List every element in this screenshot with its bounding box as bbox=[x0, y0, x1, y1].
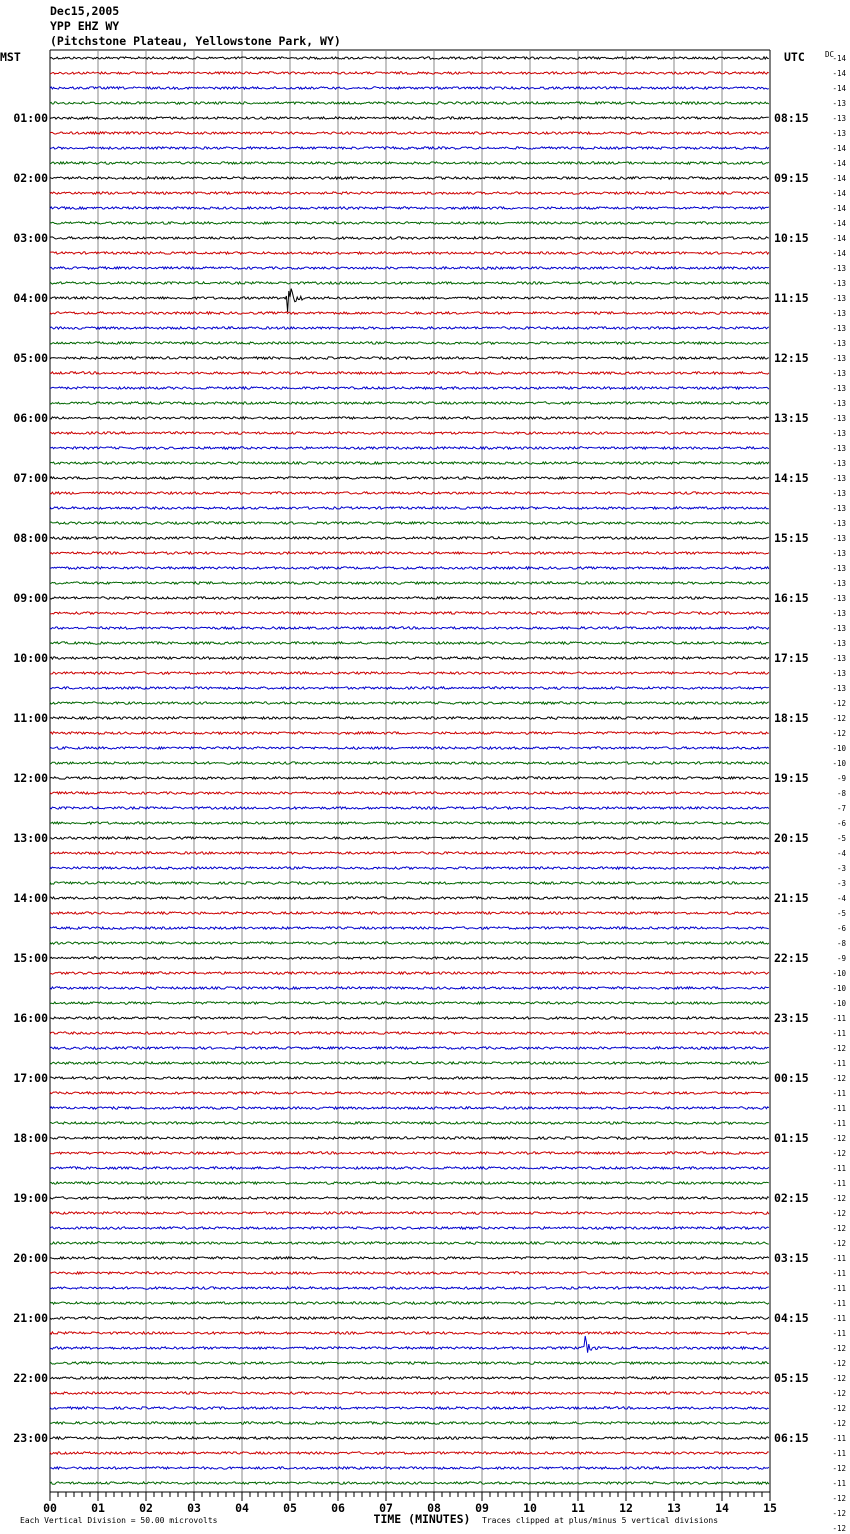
seismic-trace bbox=[50, 867, 769, 869]
seismic-trace bbox=[50, 1336, 769, 1353]
seismic-trace bbox=[50, 702, 769, 704]
right-hour-label: 16:15 bbox=[774, 591, 809, 605]
dc-offset-value: -12 bbox=[832, 1149, 846, 1158]
seismic-trace bbox=[50, 102, 769, 104]
seismic-trace bbox=[50, 72, 769, 74]
seismic-trace bbox=[50, 687, 769, 689]
seismic-trace bbox=[50, 1482, 769, 1484]
x-tick-label: 07 bbox=[379, 1501, 393, 1515]
dc-offset-value: -11 bbox=[832, 1164, 846, 1173]
seismic-trace bbox=[50, 777, 769, 779]
dc-offset-value: -14 bbox=[832, 84, 846, 93]
dc-offset-value: -6 bbox=[836, 819, 846, 828]
x-tick-label: 13 bbox=[667, 1501, 681, 1515]
dc-offset-value: -12 bbox=[832, 1419, 846, 1428]
dc-offset-value: -13 bbox=[832, 294, 846, 303]
dc-offset-value: -12 bbox=[832, 1134, 846, 1143]
seismic-trace bbox=[50, 567, 769, 569]
dc-offset-value: -13 bbox=[832, 114, 846, 123]
seismic-trace bbox=[50, 972, 769, 974]
dc-offset-value: -11 bbox=[832, 1119, 846, 1128]
right-hour-label: 10:15 bbox=[774, 231, 809, 245]
left-hour-label: 11:00 bbox=[13, 711, 48, 725]
dc-offset-value: -13 bbox=[832, 564, 846, 573]
seismic-trace bbox=[50, 282, 769, 284]
dc-offset-value: -13 bbox=[832, 669, 846, 678]
dc-offset-value: -11 bbox=[832, 1254, 846, 1263]
clipping-note: Traces clipped at plus/minus 5 vertical divisions bbox=[482, 1516, 719, 1525]
seismic-trace bbox=[50, 1452, 769, 1454]
seismic-trace bbox=[50, 312, 769, 314]
seismic-trace bbox=[50, 492, 769, 494]
left-hour-label: 02:00 bbox=[13, 171, 48, 185]
seismic-trace bbox=[50, 432, 769, 434]
x-tick-label: 09 bbox=[475, 1501, 489, 1515]
left-hour-label: 09:00 bbox=[13, 591, 48, 605]
dc-offset-value: -14 bbox=[832, 219, 846, 228]
seismic-trace bbox=[50, 162, 769, 164]
seismic-trace bbox=[50, 477, 769, 479]
seismic-trace bbox=[50, 597, 769, 599]
dc-offset-value: -11 bbox=[832, 1284, 846, 1293]
dc-offset-value: -13 bbox=[832, 279, 846, 288]
dc-offset-value: -13 bbox=[832, 579, 846, 588]
dc-offset-value: -14 bbox=[832, 174, 846, 183]
dc-offset-value: -13 bbox=[832, 429, 846, 438]
dc-offset-value: -13 bbox=[832, 534, 846, 543]
right-hour-label: 23:15 bbox=[774, 1011, 809, 1025]
dc-offset-value: -7 bbox=[836, 804, 846, 813]
seismic-trace bbox=[50, 612, 769, 614]
seismic-trace bbox=[50, 1227, 769, 1229]
seismic-trace bbox=[50, 792, 769, 794]
seismic-trace bbox=[50, 402, 769, 404]
seismic-trace bbox=[50, 267, 769, 269]
left-hour-label: 19:00 bbox=[13, 1191, 48, 1205]
seismic-trace bbox=[50, 822, 769, 824]
dc-offset-value: -13 bbox=[832, 519, 846, 528]
seismic-trace bbox=[50, 1047, 769, 1049]
dc-offset-value: -14 bbox=[832, 249, 846, 258]
left-hour-label: 04:00 bbox=[13, 291, 48, 305]
left-hour-label: 07:00 bbox=[13, 471, 48, 485]
label-group bbox=[0, 50, 846, 1534]
seismic-trace bbox=[50, 1107, 769, 1109]
seismic-trace bbox=[50, 657, 769, 659]
x-tick-label: 14 bbox=[715, 1501, 729, 1515]
right-hour-label: 00:15 bbox=[774, 1071, 809, 1085]
dc-offset-value: -13 bbox=[832, 474, 846, 483]
dc-offset-value: -14 bbox=[832, 54, 846, 63]
dc-offset-value: -13 bbox=[832, 489, 846, 498]
seismic-trace bbox=[50, 252, 769, 254]
right-hour-label: 22:15 bbox=[774, 951, 809, 965]
x-tick-label: 10 bbox=[523, 1501, 537, 1515]
dc-offset-value: -11 bbox=[832, 1059, 846, 1068]
seismic-trace bbox=[50, 417, 769, 419]
dc-offset-value: -10 bbox=[832, 759, 846, 768]
dc-offset-value: -12 bbox=[832, 1374, 846, 1383]
x-tick-label: 08 bbox=[427, 1501, 441, 1515]
dc-offset-value: -13 bbox=[832, 129, 846, 138]
seismic-trace bbox=[50, 1092, 769, 1094]
right-hour-label: 09:15 bbox=[774, 171, 809, 185]
seismic-trace bbox=[50, 912, 769, 914]
seismic-trace bbox=[50, 837, 769, 839]
seismic-trace bbox=[50, 642, 769, 644]
seismic-trace bbox=[50, 507, 769, 509]
dc-offset-value: -13 bbox=[832, 459, 846, 468]
dc-offset-value: -8 bbox=[836, 939, 846, 948]
dc-offset-value: -13 bbox=[832, 399, 846, 408]
right-hour-label: 03:15 bbox=[774, 1251, 809, 1265]
x-tick-label: 01 bbox=[91, 1501, 105, 1515]
dc-offset-value: -14 bbox=[832, 69, 846, 78]
dc-offset-value: -5 bbox=[836, 834, 846, 843]
right-hour-label: 17:15 bbox=[774, 651, 809, 665]
seismic-trace bbox=[50, 807, 769, 809]
dc-offset-value: -10 bbox=[832, 999, 846, 1008]
seismic-trace bbox=[50, 1032, 769, 1034]
dc-offset-value: -3 bbox=[836, 879, 846, 888]
seismic-trace bbox=[50, 1332, 769, 1334]
left-hour-label: 13:00 bbox=[13, 831, 48, 845]
seismic-trace bbox=[50, 1197, 769, 1199]
left-hour-label: 20:00 bbox=[13, 1251, 48, 1265]
seismic-trace bbox=[50, 1212, 769, 1214]
dc-offset-value: -13 bbox=[832, 384, 846, 393]
dc-offset-value: -13 bbox=[832, 444, 846, 453]
left-hour-label: 22:00 bbox=[13, 1371, 48, 1385]
dc-offset-value: -13 bbox=[832, 594, 846, 603]
seismic-trace bbox=[50, 1467, 769, 1469]
dc-offset-value: -12 bbox=[832, 1404, 846, 1413]
dc-offset-value: -14 bbox=[832, 204, 846, 213]
right-hour-label: 11:15 bbox=[774, 291, 809, 305]
plot-date: Dec15,2005 bbox=[50, 4, 120, 18]
x-tick-label: 11 bbox=[571, 1501, 585, 1515]
seismic-trace bbox=[50, 87, 769, 89]
left-hour-label: 05:00 bbox=[13, 351, 48, 365]
seismic-trace bbox=[50, 672, 769, 674]
dc-offset-value: -12 bbox=[832, 1209, 846, 1218]
seismic-trace bbox=[50, 192, 769, 194]
seismic-trace bbox=[50, 117, 769, 119]
dc-offset-value: -12 bbox=[832, 1239, 846, 1248]
dc-offset-value: -11 bbox=[832, 1299, 846, 1308]
dc-offset-value: -13 bbox=[832, 684, 846, 693]
seismic-trace bbox=[50, 372, 769, 374]
seismic-trace bbox=[50, 522, 769, 524]
seismic-trace bbox=[50, 1362, 769, 1364]
x-tick-label: 04 bbox=[235, 1501, 249, 1515]
dc-offset-value: -12 bbox=[832, 1359, 846, 1368]
seismic-trace bbox=[50, 1017, 769, 1019]
x-axis-label: TIME (MINUTES) bbox=[373, 1512, 471, 1526]
dc-offset-value: -13 bbox=[832, 264, 846, 273]
dc-offset-value: -13 bbox=[832, 639, 846, 648]
seismic-trace bbox=[50, 582, 769, 584]
seismic-trace bbox=[50, 717, 769, 719]
dc-offset-value: -12 bbox=[832, 1464, 846, 1473]
right-hour-label: 13:15 bbox=[774, 411, 809, 425]
dc-offset-value: -13 bbox=[832, 504, 846, 513]
dc-offset-value: -11 bbox=[832, 1104, 846, 1113]
right-timezone-label: UTC bbox=[784, 50, 805, 64]
trace-group bbox=[50, 57, 769, 1484]
left-hour-label: 17:00 bbox=[13, 1071, 48, 1085]
dc-offset-value: -12 bbox=[832, 714, 846, 723]
station-location: (Pitchstone Plateau, Yellowstone Park, WY) bbox=[50, 34, 341, 48]
seismic-trace bbox=[50, 747, 769, 749]
dc-offset-value: -12 bbox=[832, 1389, 846, 1398]
dc-offset-value: -13 bbox=[832, 549, 846, 558]
dc-offset-value: -13 bbox=[832, 654, 846, 663]
seismic-trace bbox=[50, 882, 769, 884]
dc-offset-value: -13 bbox=[832, 624, 846, 633]
seismic-trace bbox=[50, 289, 769, 312]
seismic-trace bbox=[50, 1002, 769, 1004]
dc-offset-value: -9 bbox=[836, 774, 846, 783]
dc-offset-header: DC bbox=[825, 50, 835, 59]
seismic-trace bbox=[50, 1167, 769, 1169]
x-tick-label: 00 bbox=[43, 1501, 57, 1515]
seismic-trace bbox=[50, 1317, 769, 1319]
left-hour-label: 16:00 bbox=[13, 1011, 48, 1025]
x-tick-label: 12 bbox=[619, 1501, 633, 1515]
left-hour-label: 06:00 bbox=[13, 411, 48, 425]
right-hour-label: 05:15 bbox=[774, 1371, 809, 1385]
seismic-trace bbox=[50, 1302, 769, 1304]
dc-offset-value: -11 bbox=[832, 1029, 846, 1038]
seismic-trace bbox=[50, 987, 769, 989]
dc-offset-value: -13 bbox=[832, 99, 846, 108]
seismic-trace bbox=[50, 1407, 769, 1409]
seismic-trace bbox=[50, 627, 769, 629]
left-hour-label: 08:00 bbox=[13, 531, 48, 545]
x-tick-label: 02 bbox=[139, 1501, 153, 1515]
seismic-trace bbox=[50, 1272, 769, 1274]
dc-offset-value: -14 bbox=[832, 234, 846, 243]
seismic-trace bbox=[50, 357, 769, 359]
right-hour-label: 19:15 bbox=[774, 771, 809, 785]
dc-offset-value: -13 bbox=[832, 339, 846, 348]
right-hour-label: 18:15 bbox=[774, 711, 809, 725]
right-hour-label: 12:15 bbox=[774, 351, 809, 365]
right-hour-label: 04:15 bbox=[774, 1311, 809, 1325]
left-hour-label: 10:00 bbox=[13, 651, 48, 665]
x-tick-label: 05 bbox=[283, 1501, 297, 1515]
right-hour-label: 08:15 bbox=[774, 111, 809, 125]
seismic-trace bbox=[50, 327, 769, 329]
seismic-trace bbox=[50, 1437, 769, 1439]
seismic-trace bbox=[50, 177, 769, 179]
left-hour-label: 03:00 bbox=[13, 231, 48, 245]
seismic-trace bbox=[50, 1257, 769, 1259]
left-hour-label: 21:00 bbox=[13, 1311, 48, 1325]
dc-offset-value: -13 bbox=[832, 354, 846, 363]
left-hour-label: 15:00 bbox=[13, 951, 48, 965]
dc-offset-value: -14 bbox=[832, 189, 846, 198]
dc-offset-value: -3 bbox=[836, 864, 846, 873]
left-hour-label: 12:00 bbox=[13, 771, 48, 785]
seismic-trace bbox=[50, 1242, 769, 1244]
dc-offset-value: -12 bbox=[832, 1494, 846, 1503]
dc-offset-value: -11 bbox=[832, 1329, 846, 1338]
seismic-trace bbox=[50, 237, 769, 239]
dc-offset-value: -11 bbox=[832, 1314, 846, 1323]
dc-offset-value: -12 bbox=[832, 1194, 846, 1203]
left-hour-label: 18:00 bbox=[13, 1131, 48, 1145]
dc-offset-value: -12 bbox=[832, 699, 846, 708]
seismic-trace bbox=[50, 1182, 769, 1184]
right-hour-label: 21:15 bbox=[774, 891, 809, 905]
dc-offset-value: -11 bbox=[832, 1434, 846, 1443]
x-tick-label: 03 bbox=[187, 1501, 201, 1515]
seismic-trace bbox=[50, 1137, 769, 1139]
dc-offset-value: -14 bbox=[832, 159, 846, 168]
dc-offset-value: -4 bbox=[836, 849, 846, 858]
seismic-trace bbox=[50, 762, 769, 764]
seismic-trace bbox=[50, 897, 769, 899]
seismic-trace bbox=[50, 447, 769, 449]
seismic-trace bbox=[50, 1062, 769, 1064]
dc-offset-value: -5 bbox=[836, 909, 846, 918]
seismic-trace bbox=[50, 942, 769, 944]
left-hour-label: 01:00 bbox=[13, 111, 48, 125]
time-axis bbox=[20, 1492, 777, 1526]
seismic-trace bbox=[50, 927, 769, 929]
seismic-trace bbox=[50, 147, 769, 149]
dc-offset-value: -12 bbox=[832, 729, 846, 738]
left-hour-label: 14:00 bbox=[13, 891, 48, 905]
dc-offset-value: -11 bbox=[832, 1449, 846, 1458]
dc-offset-value: -10 bbox=[832, 969, 846, 978]
dc-offset-value: -12 bbox=[832, 1224, 846, 1233]
right-hour-label: 14:15 bbox=[774, 471, 809, 485]
dc-offset-value: -8 bbox=[836, 789, 846, 798]
dc-offset-value: -13 bbox=[832, 324, 846, 333]
dc-offset-value: -6 bbox=[836, 924, 846, 933]
dc-offset-value: -12 bbox=[832, 1524, 846, 1533]
right-hour-label: 15:15 bbox=[774, 531, 809, 545]
right-hour-label: 02:15 bbox=[774, 1191, 809, 1205]
seismic-trace bbox=[50, 1152, 769, 1154]
right-hour-label: 01:15 bbox=[774, 1131, 809, 1145]
right-hour-label: 20:15 bbox=[774, 831, 809, 845]
seismic-trace bbox=[50, 462, 769, 464]
seismic-trace bbox=[50, 1122, 769, 1124]
seismic-trace bbox=[50, 1077, 769, 1079]
dc-offset-value: -9 bbox=[836, 954, 846, 963]
seismic-trace bbox=[50, 132, 769, 134]
seismic-trace bbox=[50, 537, 769, 539]
seismic-trace bbox=[50, 57, 769, 59]
seismic-trace bbox=[50, 1377, 769, 1379]
seismic-trace bbox=[50, 387, 769, 389]
left-timezone-label: MST bbox=[0, 50, 21, 64]
dc-offset-value: -11 bbox=[832, 1089, 846, 1098]
seismic-trace bbox=[50, 222, 769, 224]
seismic-trace bbox=[50, 1422, 769, 1424]
dc-offset-value: -11 bbox=[832, 1269, 846, 1278]
seismic-trace bbox=[50, 732, 769, 734]
dc-offset-value: -13 bbox=[832, 309, 846, 318]
seismic-trace bbox=[50, 207, 769, 209]
dc-offset-value: -14 bbox=[832, 144, 846, 153]
vertical-division-note: Each Vertical Division = 50.00 microvolts bbox=[20, 1516, 218, 1525]
dc-offset-value: -12 bbox=[832, 1044, 846, 1053]
dc-offset-value: -10 bbox=[832, 744, 846, 753]
seismic-trace bbox=[50, 957, 769, 959]
seismic-trace bbox=[50, 1392, 769, 1394]
right-hour-label: 06:15 bbox=[774, 1431, 809, 1445]
dc-offset-value: -11 bbox=[832, 1479, 846, 1488]
time-grid bbox=[50, 50, 770, 1492]
seismic-trace bbox=[50, 552, 769, 554]
dc-offset-value: -4 bbox=[836, 894, 846, 903]
seismic-trace bbox=[50, 342, 769, 344]
left-hour-label: 23:00 bbox=[13, 1431, 48, 1445]
seismic-trace bbox=[50, 852, 769, 854]
dc-offset-value: -11 bbox=[832, 1014, 846, 1023]
seismic-trace bbox=[50, 1287, 769, 1289]
dc-offset-value: -12 bbox=[832, 1344, 846, 1353]
dc-offset-value: -12 bbox=[832, 1074, 846, 1083]
dc-offset-value: -13 bbox=[832, 369, 846, 378]
x-tick-label: 15 bbox=[763, 1501, 777, 1515]
dc-offset-value: -13 bbox=[832, 414, 846, 423]
dc-offset-value: -10 bbox=[832, 984, 846, 993]
dc-offset-value: -11 bbox=[832, 1179, 846, 1188]
dc-offset-value: -13 bbox=[832, 609, 846, 618]
x-tick-label: 06 bbox=[331, 1501, 345, 1515]
dc-offset-value: -12 bbox=[832, 1509, 846, 1518]
station-code: YPP EHZ WY bbox=[50, 19, 120, 33]
